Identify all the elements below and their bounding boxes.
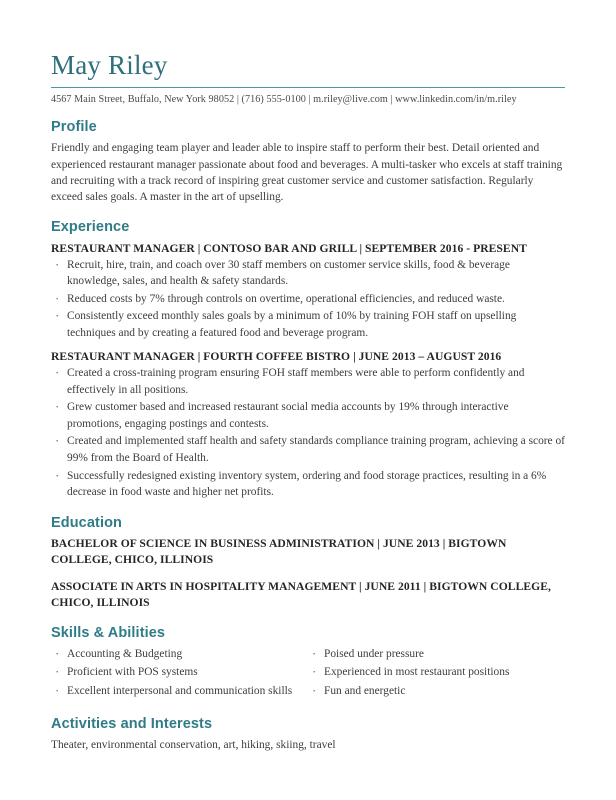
list-item: · Created a cross-training program ensuring FOH staff members were able to perform confidently and effectively in all positions.: [51, 365, 565, 398]
list-item: · Experienced in most restaurant positions: [308, 664, 565, 681]
skills-column-left: [51, 646, 308, 702]
skills-grid: [51, 646, 565, 702]
section-interests: [51, 716, 565, 754]
list-item: · Accounting & Budgeting: [51, 646, 308, 663]
list-item: · Proficient with POS systems: [51, 664, 308, 681]
header-divider: [51, 87, 565, 88]
experience-entry: [51, 349, 565, 500]
interests-text: Theater, environmental conservation, art, hiking, skiing, travel: [51, 738, 336, 751]
section-education: [51, 515, 565, 611]
section-heading-experience: Experience: [51, 219, 130, 236]
list-item: · Consistently exceed monthly sales goals by a minimum of 10% by training FOH staff on upselling techniques and by creating a featured food and beverage program.: [51, 308, 565, 341]
section-skills: [51, 625, 565, 702]
job-bullet-list: [51, 365, 565, 500]
list-item: · Successfully redesigned existing inventory system, ordering and food storage practices, resulting in a 6% decrease in food waste and higher net profits.: [51, 468, 565, 501]
education-entry: BACHELOR OF SCIENCE IN BUSINESS ADMINISTRATION | JUNE 2013 | BIGTOWN COLLEGE, CHICO, ILLINOIS: [51, 537, 507, 566]
job-title: RESTAURANT MANAGER | FOURTH COFFEE BISTRO | JUNE 2013 – AUGUST 2016: [51, 350, 502, 364]
section-experience: [51, 219, 565, 500]
section-heading-education: Education: [51, 514, 122, 531]
resume-header: [51, 0, 565, 105]
candidate-name: May Riley: [51, 50, 168, 80]
skills-list: [308, 646, 565, 700]
section-profile: [51, 119, 565, 205]
list-item: · Fun and energetic: [308, 683, 565, 700]
section-heading-profile: Profile: [51, 119, 97, 136]
job-bullet-list: [51, 257, 565, 342]
contact-line: 4567 Main Street, Buffalo, New York 98052 | (716) 555-0100 | m.riley@live.com | www.linkedin.com/in/m.riley: [51, 94, 517, 106]
profile-text: Friendly and engaging team player and leader able to inspire staff to perform their best. Detail oriented and experienced restaurant manager passionate about food and beverages. A multi-tasker who excels at staff training and recruiting with a track record of inspiring great customer service and customer satisfaction. Regularly exceed sales goals. A master in the art of upselling.: [51, 142, 563, 203]
section-heading-interests: Activities and Interests: [51, 715, 213, 732]
list-item: · Recruit, hire, train, and coach over 30 staff members on customer service skills, food & beverage knowledge, sales, and health & safety standards.: [51, 257, 565, 290]
list-item: · Reduced costs by 7% through controls on overtime, operational efficiencies, and reduced waste.: [51, 291, 565, 308]
job-title: RESTAURANT MANAGER | CONTOSO BAR AND GRILL | SEPTEMBER 2016 - PRESENT: [51, 241, 527, 255]
list-item: · Excellent interpersonal and communication skills: [51, 683, 308, 700]
skills-column-right: [308, 646, 565, 702]
list-item: · Created and implemented staff health and safety standards compliance training program, achieving a score of 99% from the Board of Health.: [51, 433, 565, 466]
section-heading-skills: Skills & Abilities: [51, 624, 166, 641]
list-item: · Poised under pressure: [308, 646, 565, 663]
experience-entry: [51, 241, 565, 342]
list-item: · Grew customer based and increased restaurant social media accounts by 19% through interactive promotions, engaging postings and contests.: [51, 399, 565, 432]
skills-list: [51, 646, 308, 700]
education-entry: ASSOCIATE IN ARTS IN HOSPITALITY MANAGEMENT | JUNE 2011 | BIGTOWN COLLEGE, CHICO, ILLINOIS: [51, 580, 551, 609]
